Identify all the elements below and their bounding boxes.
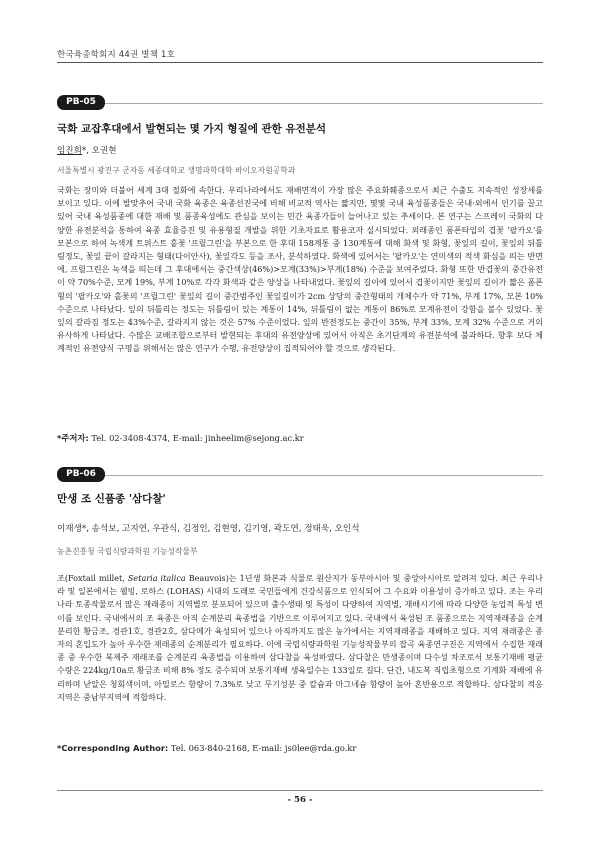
corresponding-author bbox=[57, 432, 543, 444]
journal-header: 한국육종학회지 44권 별책 1호 bbox=[57, 50, 176, 60]
corresponding-contact: Tel. 02-3408-4374, E-mail: jinheelim@sejong.ac.kr bbox=[88, 433, 304, 443]
body-main: Beauvois)는 1년생 화본과 식물로 원산지가 동부아시아 및 중앙아시아로 알려져 있다. 최근 우리나라 및 일본에서는 웰빙, 로하스 (LOHAS) 시대의 도래로 국민들에게 건강식품으로 인식되어 그 수요와 이용성이 증가하고 있다. 조는 우리나라 토종작물로서 많은 재래종이 지역별로 분포되어 있으며 출수생태 및 특성이 다양하여 지역별, 재배시기에 따라 다양한 농업적 특성 변이를 보인다. 국내에서의 조 육종은 아직 순계분리 육종법을 기반으로 이루어지고 있다. 국내에서 육성된 조 품종으로는 지역재래종을 순계분리한 황금조, 경관1호, 경관2호, 삼다메가 육성되어 있으나 아직까지도 많은 농가에서는 지역재래종을 재배하고 있다. 지역 재래종은 종자의 혼입도가 높아 우수한 재래종의 순계분리가 필요하다. 이에 국립식량과학원 기능성작물부의 잡곡 육종연구진은 지역에서 수집한 재래종 중 우수한 북제주 재래조를 순계분리 육종법을 이용하여 삼다찰을 육성하였다. 삼다찰은 만생종이며 다수성 차조로서 보통기재배 평균 수량은 224kg/10a로 황금조 비해 8% 정도 증수되며 보통기재배 생육일수는 133일로 길다. 단간, 내도복 직립초형으로 기계화 재배에 유리하며 낟알은 청회색이며, 아밀로스 함량이 7.3%로 낮고 무기성분 중 칼슘과 마그네슘 함량이 높아 혼반용으로 적합하다. 삼다찰의 적응지역은 중남부지역에 적합하다. bbox=[57, 573, 543, 702]
species-name: Setaria italica bbox=[127, 573, 186, 583]
author-list bbox=[57, 522, 360, 534]
header-rule bbox=[57, 62, 543, 63]
affiliation: 농촌진흥청 국립식량과학원 기능성작물부 bbox=[57, 547, 198, 556]
corresponding-label: *Corresponding Author: bbox=[57, 743, 169, 753]
abstract-body: 국화는 장미와 더불어 세계 3대 절화에 속한다. 우리나라에서도 재배면적이 가장 많은 주요화훼종으로서 최근 수출도 지속적인 성장세를 보이고 있다. 이에 발맞추어 국내 국화 육종은 육종선진국에 비해 비교적 역사는 짧지만, 몇몇 국내 육성품종들은 국내·외에서 인기를 끌고 있어 국내 육성품종에 대한 재배 및 품종육성에도 관심을 보이는 민간 육종가들이 늘어나고 있는 추세이다. 본 연구는 스프레이 국화의 다양한 유전분석을 통하여 육종 효율증진 및 유용형질 개발을 위한 기초자료로 활용코자 실시되었다. 외래종인 폼폰타입의 겹꽃 '팔카오'를 모본으로 하여 녹색계 트위스트 홑꽃 '프릴그린'을 부본으로 한 후대 158계통 중 130계통에 대해 화색 및 화형, 꽃잎의 길이, 꽃잎의 뒤틀림정도, 꽃잎 끝이 갈라지는 형태(다이안사), 꽃잎각도 등을 조사, 분석하였다. 화색에 있어서는 '팔카오'는 연미색의 적색 화심을 띄는 반면에, 프릴그린은 녹색을 띄는데 그 후대에서는 중간색상(46%)>모계(33%)>부계(18%) 수준을 보여주었다. 화형 또한 반겹꽃의 중간유전이 약 70%수준, 모계 19%, 부계 10%로 각각 화색과 같은 양상을 나타내었다. 꽃잎의 길이에 있어서 겹꽃이지만 꽃잎의 길이가 짧은 폼폰형의 '팔카오'와 홑꽃의 '프릴그린' 꽃잎의 길이 중간범주인 꽃잎길이가 2cm 상당의 중간형태의 개체수가 약 71%, 부계 17%, 모본 10% 수준으로 나타났다. 잎의 뒤틀리는 정도는 뒤틀림이 있는 계통이 14%, 뒤틀림이 없는 계통이 86%로 모계유전이 강함을 볼수 있었다. 꽃잎의 갈라짐 정도는 43%수준, 갈라지지 않는 것은 57% 수준이었다. 잎의 반전정도는 중간이 35%, 부계 33%, 모계 32% 수준으로 거의 유사하게 나타났다. 수많은 교배조합으로부터 발현되는 후대의 유전양상에 있어서 아직은 초기단계의 유전분석에 불과하다. 향후 보다 체계적인 유전양식 구명을 위해서는 많은 연구가 수행, 유전양상이 집적되어야 할 것으로 생각된다. bbox=[57, 185, 543, 354]
badge-rule bbox=[105, 475, 543, 476]
corresponding-label: *주저자: bbox=[57, 433, 89, 443]
author-list bbox=[57, 144, 117, 156]
abstract-body bbox=[57, 572, 543, 704]
co-authors: 이재생*, 송석보, 고지연, 우관식, 김정인, 김현영, 김기영, 곽도연, 정태욱, 오인석 bbox=[57, 524, 360, 534]
first-author: 임진희 bbox=[57, 146, 82, 156]
abstract-title: 만생 조 신품종 '삼다찰' bbox=[57, 493, 166, 505]
co-authors: *, 오권현 bbox=[81, 146, 117, 156]
abstract-title: 국화 교잡후대에서 발현되는 몇 가지 형질에 관한 유전분석 bbox=[57, 123, 327, 135]
affiliation: 서울특별시 광진구 군자동 세종대학교 생명과학대학 바이오자원공학과 bbox=[57, 166, 296, 175]
footer-rule bbox=[57, 790, 543, 791]
body-prefix: 조(Foxtail millet, bbox=[57, 573, 128, 583]
badge-rule bbox=[105, 103, 543, 104]
page-number: - 56 - bbox=[287, 795, 313, 805]
corresponding-contact: Tel. 063-840-2168, E-mail: js0lee@rda.go.kr bbox=[168, 743, 357, 753]
abstract-badge: PB-06 bbox=[57, 467, 105, 482]
corresponding-author bbox=[57, 743, 543, 753]
abstract-badge: PB-05 bbox=[57, 95, 105, 110]
